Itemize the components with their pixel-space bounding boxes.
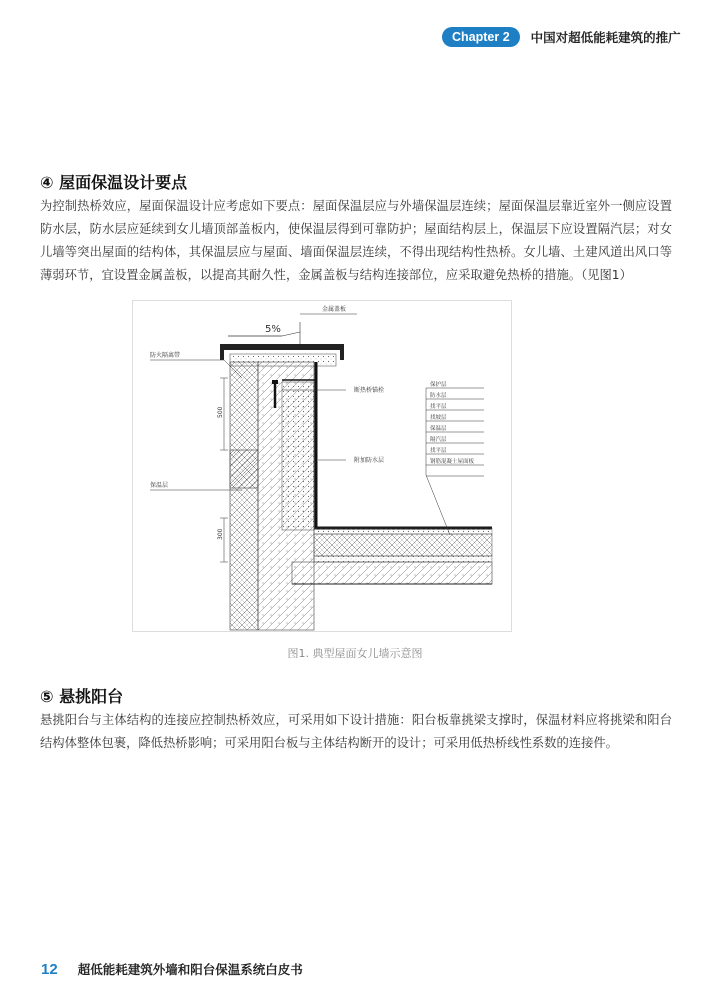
waterproof-label: 附加防水层 [354, 457, 385, 464]
figure-caption: 图1. 典型屋面女儿墙示意图 [287, 647, 423, 660]
figure-parapet-detail [132, 300, 512, 632]
book-title: 超低能耗建筑外墙和阳台保温系统白皮书 [77, 962, 303, 977]
section-title: ④ 屋面保温设计要点 [40, 173, 188, 192]
page-number: 12 [41, 961, 58, 978]
layer-label: 隔汽层 [430, 437, 447, 443]
page-footer [41, 960, 303, 978]
layer-label: 保护层 [430, 382, 447, 388]
dim-upper: 500 [217, 406, 224, 418]
layer-label: 找平层 [430, 404, 447, 410]
section-roof-insulation [40, 172, 672, 287]
layer-label: 钢筋混凝土屋面板 [430, 459, 475, 465]
layer-label: 找坡层 [430, 415, 447, 421]
chapter-title: 中国对超低能耗建筑的推广 [530, 30, 681, 45]
insulation-label: 保温层 [150, 482, 169, 489]
layer-label: 防水层 [430, 393, 447, 399]
fire-band-label: 防火隔离带 [150, 352, 181, 359]
section-body: 悬挑阳台与主体结构的连接应控制热桥效应，可采用如下设计措施：阳台板靠挑梁支撑时，保温材料应将挑梁和阳台结构体整体包裹，降低热桥影响；可采用阳台板与主体结构断开的设计；可采用低热桥线性系数的连接件。 [40, 713, 672, 750]
parapet-drawing [132, 300, 512, 632]
layer-label: 找平层 [430, 448, 447, 454]
slope-label: 5% [265, 324, 281, 335]
section-title: ⑤ 悬挑阳台 [40, 687, 124, 706]
dim-lower: 300 [217, 528, 224, 540]
cap-label: 金属盖板 [322, 306, 347, 313]
anchor-label: 断热桥锚栓 [354, 387, 385, 394]
section-cantilever-balcony [40, 686, 672, 755]
page-header [442, 26, 681, 48]
section-body: 为控制热桥效应，屋面保温设计应考虑如下要点：屋面保温层应与外墙保温层连续；屋面保温层靠近室外一侧应设置防水层，防水层应延续到女儿墙顶部盖板内，使保温层得到可靠防护；屋面结构层上，保温层下应设置隔汽层；对女儿墙等突出屋面的结构体，其保温层应与屋面、墙面保温层连续，不得出现结构性热桥。女儿墙、土建风道出风口等薄弱环节，宜设置金属盖板，以提高其耐久性，金属盖板与结构连接部位，应采取避免热桥的措施。（见图1） [40, 199, 672, 282]
chapter-badge: Chapter 2 [442, 27, 520, 47]
layer-label: 保温层 [430, 426, 447, 432]
